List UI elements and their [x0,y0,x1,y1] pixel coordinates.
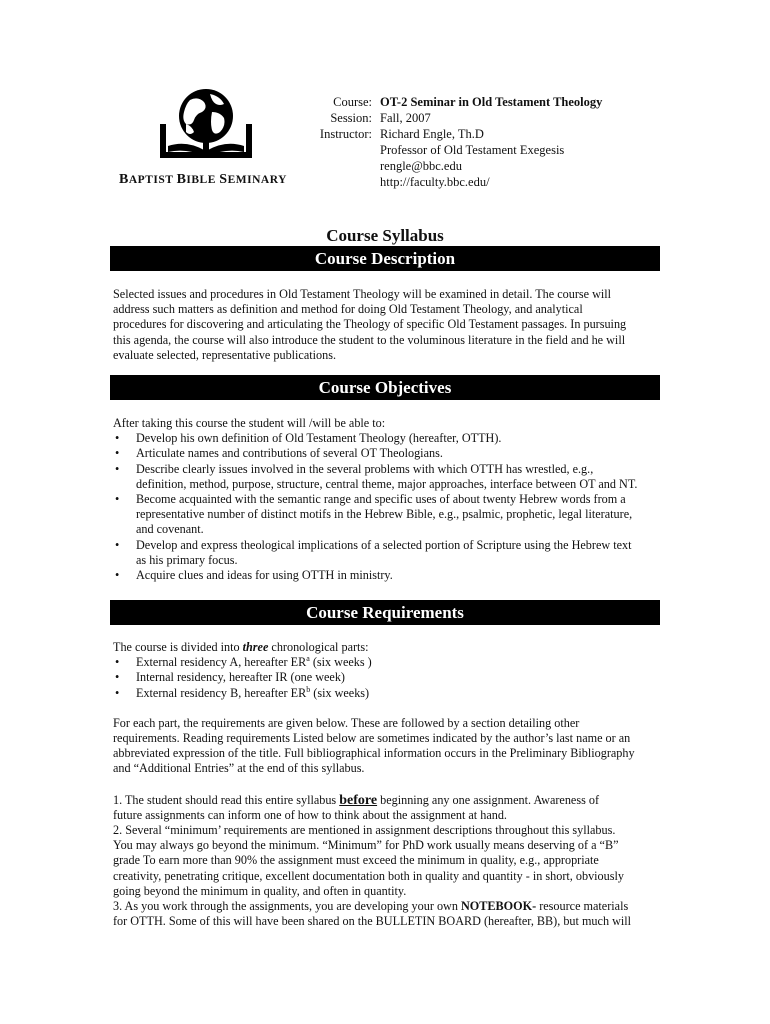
parts-list [113,655,658,701]
globe-bible-icon [150,86,260,166]
seminary-name: BAPTIST BIBLE SEMINARY [119,172,287,187]
course-requirements-text: The course is divided into three chronological parts: • External residency A, hereafter $ER^a$ (six weeks ) • Internal residency, hereafter IR (one week) • External residency B, hereafter $ER^b$ (six weeks) For each part, the requirements are given below. These are followed by a section detailing other requirements. Reading requirements Listed below are sometimes indicated by the author’s last name or an abbreviated expression of the title. Full bibliographical information occurs in the Preliminary Bibliography and “Additional Entries” at the end of this syllabus. 1. The student should read this entire syllabus before beginning any one assignment. Awareness of future assignments can inform one of how to think about the assignment at hand. 2. Several “minimum’ requirements are mentioned in assignment descriptions throughout this syllabus. You may always go beyond the minimum. “Minimum” for PhD work usually means deserving of a “B” grade To earn more than 90% the assignment must exceed the minimum in quality, e.g., appropriate creativity, penetrating critique, excellent documentation both in quality and quantity - in short, obviously going beyond the minimum in quality, and often in quantity. 3. As you work through the assignments, you are developing your own NOTEBOOK- resource materials for OTTH. Some of this will have been shared on the BULLETIN BOARD (hereafter, BB), but much will [113,640,658,929]
instructor-email[interactable]: rengle@bbc.edu [380,159,462,173]
course-info [302,94,602,190]
instructor-title-row: Professor of Old Testament Exegesis [380,143,565,157]
course-objectives-text: After taking this course the student will /will be able to: • Develop his own definition of Old Testament Theology (hereafter, OTTH). • Articulate names and contributions of several OT Theologians. • Describe clearly issues involved in the several problems with which OTTH has wrestled, e.g., definition, method, purpose, structure, central theme, major approaches, interface between OT and NT. • Become acquainted with the semantic range and specific uses of about twenty Hebrew words from a representative number of distinct motifs in the Hebrew Bible, e.g., psalmic, prophetic, legal literature, and covenant. • Develop and express theological implications of a selected portion of Scripture using the Hebrew text as his primary focus. • Acquire clues and ideas for using OTTH in ministry. [113,416,658,583]
section-heading-objectives: Course Objectives [110,375,660,400]
instructor-email-row [302,158,602,174]
seminary-logo [150,86,260,166]
session-row: Session: Fall, 2007 [330,111,431,125]
course-row: Course: OT-2 Seminar in Old Testament Theology [333,95,603,109]
list-item: • Develop his own definition of Old Testament Theology (hereafter, OTTH). [113,431,658,446]
list-item: • Internal residency, hereafter IR (one week) [113,670,658,685]
list-item: • Acquire clues and ideas for using OTTH in ministry. [113,568,658,583]
instructor-url-row [302,174,602,190]
instructor-url[interactable]: http://faculty.bbc.edu/ [380,175,490,189]
list-item: • Develop and express theological implications of a selected portion of Scripture using the Hebrew text as his primary focus. [113,538,658,568]
list-item: • External residency B, hereafter $ER^b$ (six weeks) [113,686,658,701]
before-emphasis: before [339,792,378,808]
list-item: • External residency A, hereafter $ER^a$ (six weeks ) [113,655,658,670]
instructor-row: Instructor: Richard Engle, Th.D [319,127,484,141]
section-heading-description: Course Description [110,246,660,271]
objectives-list [113,431,658,583]
course-description-text: Selected issues and procedures in Old Testament Theology will be examined in detail. The course will address such matters as definition and method for doing Old Testament Theology, and analytical procedures for discovering and articulating the Theology of specific Old Testament passages. In pursuing this agenda, the course will also introduce the student to the voluminous literature in the field and he will evaluate selected, representative publications. [113,287,627,362]
list-item: • Articulate names and contributions of several OT Theologians. [113,446,658,461]
page-title: Course Syllabus [326,226,444,245]
list-item: • Become acquainted with the semantic range and specific uses of about twenty Hebrew words from a representative number of distinct motifs in the Hebrew Bible, e.g., psalmic, prophetic, legal literature, and covenant. [113,492,658,538]
list-item: • Describe clearly issues involved in the several problems with which OTTH has wrestled, e.g., definition, method, purpose, structure, central theme, major approaches, interface between OT and NT. [113,462,658,492]
section-heading-requirements: Course Requirements [110,600,660,625]
